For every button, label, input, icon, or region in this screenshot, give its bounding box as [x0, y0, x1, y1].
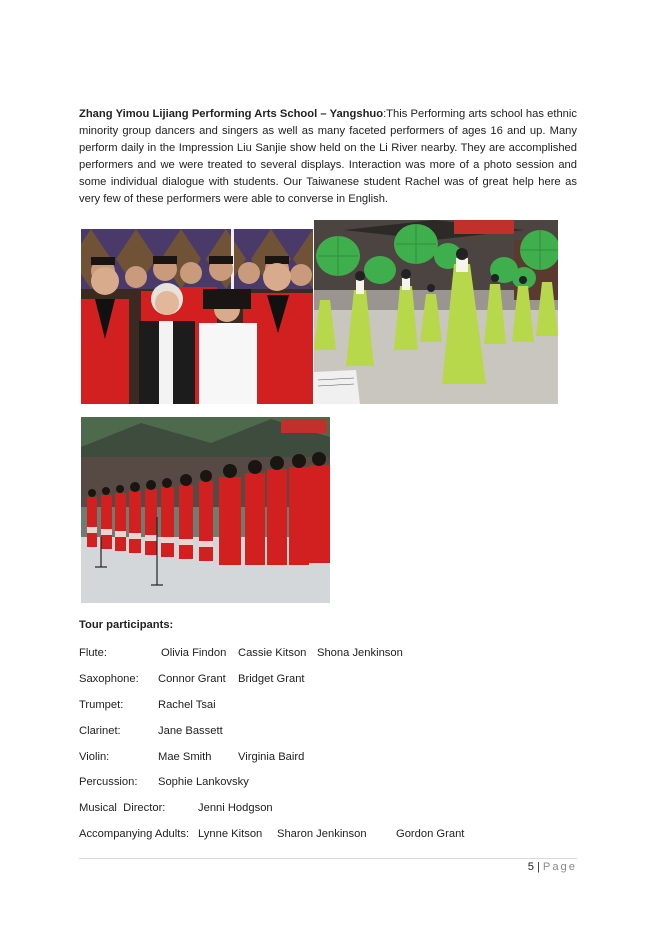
- participant-name: Sophie Lankovsky: [158, 776, 249, 788]
- page-footer: [528, 861, 577, 873]
- photo-parasol-dancers: [314, 220, 558, 404]
- footer-divider: [79, 858, 577, 859]
- participant-name: Jane Bassett: [158, 725, 223, 737]
- participant-name: Gordon Grant: [396, 828, 465, 840]
- role-label: Musical Director:: [79, 802, 166, 814]
- photo-choir-lineup: [81, 417, 330, 603]
- participants-title: Tour participants:: [79, 619, 174, 631]
- participant-name: Jenni Hodgson: [198, 802, 273, 814]
- role-label: Clarinet:: [79, 725, 121, 737]
- page-number: 5: [527, 861, 534, 873]
- role-label: Saxophone:: [79, 673, 139, 685]
- intro-body: :This Performing arts school has ethnic minority group dancers and singers as well as many faceted performers of ages 16 and up. Many perform daily in the Impression Liu Sanjie show held on the Li River nearby. They are accomplished performers and we were treated to several displays. Interaction was more of a photo session and some individual dialogue with students. Our Taiwanese student Rachel was of great help here as very few of these performers were able to converse in English.: [79, 108, 577, 205]
- role-label: Accompanying Adults:: [79, 828, 190, 840]
- participant-name: Virginia Baird: [238, 751, 305, 763]
- page-label: Page: [542, 861, 577, 873]
- role-label: Trumpet:: [79, 699, 124, 711]
- participant-name: Cassie Kitson: [238, 647, 307, 659]
- participant-name: Rachel Tsai: [158, 699, 216, 711]
- participant-name: Lynne Kitson: [198, 828, 263, 840]
- photo-group-with-students: [81, 229, 313, 404]
- intro-heading: Zhang Yimou Lijiang Performing Arts School – Yangshuo: [79, 108, 384, 120]
- participant-name: Bridget Grant: [238, 673, 305, 685]
- participant-name: Mae Smith: [158, 751, 212, 763]
- participant-name: Shona Jenkinson: [317, 647, 403, 659]
- participant-name: Connor Grant: [158, 673, 226, 685]
- role-label: Violin:: [79, 751, 110, 763]
- role-label: Flute:: [79, 647, 107, 659]
- participant-name: Olivia Findon: [161, 647, 227, 659]
- intro-paragraph: [79, 106, 577, 208]
- participant-name: Sharon Jenkinson: [277, 828, 367, 840]
- role-label: Percussion:: [79, 776, 138, 788]
- footer-separator: |: [536, 861, 540, 873]
